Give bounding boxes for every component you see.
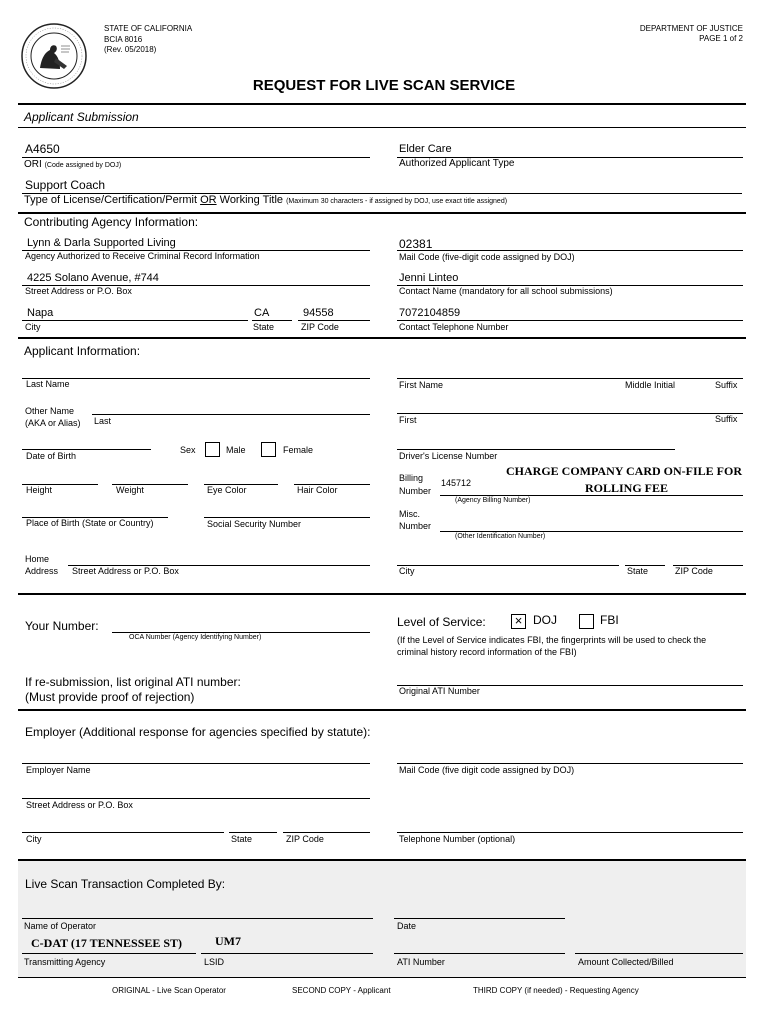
original-ati-label: Original ATI Number: [399, 686, 480, 696]
divider: [18, 212, 746, 214]
section-applicant-info: Applicant Information:: [24, 344, 141, 358]
footer-second-copy: SECOND COPY - Applicant: [292, 986, 391, 995]
misc-label-1: Misc.: [399, 509, 420, 519]
employer-zip-label: ZIP Code: [286, 834, 324, 844]
other-name-label: Other Name: [25, 406, 75, 416]
oca-line[interactable]: [112, 632, 370, 633]
ati-number-line[interactable]: [394, 953, 565, 954]
first-name-line[interactable]: [397, 378, 743, 379]
dob-label: Date of Birth: [26, 451, 77, 461]
home-city-line[interactable]: [397, 565, 619, 566]
billing-handwritten-1: CHARGE COMPANY CARD ON-FILE FOR: [506, 464, 742, 478]
employer-zip-line[interactable]: [283, 832, 370, 833]
lsid-label: LSID: [204, 957, 225, 967]
divider: [18, 103, 746, 105]
home-street-label: Street Address or P.O. Box: [72, 566, 179, 576]
date-line[interactable]: [394, 918, 565, 919]
fbi-checkbox[interactable]: [579, 614, 594, 629]
aka-last-label: Last: [94, 416, 112, 426]
department-name: DEPARTMENT OF JUSTICE: [639, 24, 743, 33]
suffix-label: Suffix: [715, 380, 738, 390]
phone-label: Contact Telephone Number: [399, 322, 509, 332]
resubmission-label-2: (Must provide proof of rejection): [25, 690, 195, 704]
misc-line[interactable]: [440, 531, 743, 532]
zip-value[interactable]: 94558: [303, 307, 334, 319]
dob-line[interactable]: [22, 449, 151, 450]
lsid-line: [201, 953, 373, 954]
divider: [18, 977, 746, 978]
state-value[interactable]: CA: [254, 307, 270, 319]
form-title: REQUEST FOR LIVE SCAN SERVICE: [252, 77, 516, 94]
eye-color-label: Eye Color: [207, 485, 247, 495]
form-revision: (Rev. 05/2018): [104, 45, 157, 54]
section-applicant-submission: Applicant Submission: [24, 110, 139, 124]
misc-note: (Other Identification Number): [455, 533, 546, 540]
home-state-label: State: [627, 566, 649, 576]
employer-mail-code-label: Mail Code (five digit code assigned by DOJ): [399, 765, 575, 775]
employer-city-line[interactable]: [22, 832, 224, 833]
transmitting-agency-line: [22, 953, 196, 954]
date-label: Date: [397, 921, 417, 931]
aka-first-line[interactable]: [397, 413, 743, 414]
employer-state-line[interactable]: [229, 832, 277, 833]
contact-label: Contact Name (mandatory for all school submissions): [399, 286, 613, 296]
aka-first-label: First: [399, 415, 417, 425]
home-label-2: Address: [25, 566, 59, 576]
contact-value[interactable]: Jenni Linteo: [399, 272, 459, 284]
doj-label: DOJ: [533, 613, 557, 627]
agency-label: Agency Authorized to Receive Criminal Record Information: [25, 251, 260, 261]
mail-code-label: Mail Code (five-digit code assigned by DOJ): [399, 252, 575, 262]
section-live-scan: Live Scan Transaction Completed By:: [25, 877, 226, 891]
height-label: Height: [26, 485, 53, 495]
page-number: PAGE 1 of 2: [699, 34, 743, 43]
last-name-line[interactable]: [22, 378, 370, 379]
billing-label-1: Billing: [399, 473, 424, 483]
phone-line: [397, 320, 743, 321]
divider: [18, 337, 746, 339]
drivers-license-line[interactable]: [397, 449, 675, 450]
billing-note: (Agency Billing Number): [455, 497, 531, 504]
operator-line[interactable]: [22, 918, 373, 919]
billing-label-2: Number: [399, 486, 432, 496]
city-label: City: [25, 322, 41, 332]
level-note-1: (If the Level of Service indicates FBI, the fingerprints will be used to check the: [397, 635, 707, 645]
form-id: BCIA 8016: [104, 35, 143, 44]
level-note-2: criminal history record information of the FBI): [397, 647, 577, 657]
employer-phone-line[interactable]: [397, 832, 743, 833]
divider: [18, 593, 746, 595]
aka-suffix-label: Suffix: [715, 414, 738, 424]
license-label: Type of License/Certification/Permit OR Working Title (Maximum 30 characters - if assigned by DOJ, use exact title assigned): [24, 194, 508, 206]
ori-value[interactable]: A4650: [25, 142, 60, 156]
amount-line[interactable]: [575, 953, 743, 954]
last-name-label: Last Name: [26, 379, 70, 389]
ssn-label: Social Security Number: [207, 519, 302, 529]
middle-initial-label: Middle Initial: [625, 380, 676, 390]
weight-label: Weight: [116, 485, 144, 495]
state-name: STATE OF CALIFORNIA: [104, 24, 193, 33]
billing-handwritten-2: ROLLING FEE: [585, 481, 669, 495]
resubmission-label-1: If re-submission, list original ATI number:: [25, 675, 241, 689]
city-line: [22, 320, 248, 321]
ati-number-label: ATI Number: [397, 957, 445, 967]
employer-state-label: State: [231, 834, 253, 844]
aka-label: (AKA or Alias): [25, 418, 81, 428]
female-label: Female: [283, 445, 314, 455]
street-value[interactable]: 4225 Solano Avenue, #744: [27, 272, 159, 284]
employer-phone-label: Telephone Number (optional): [399, 834, 516, 844]
employer-mail-code-line[interactable]: [397, 763, 743, 764]
city-value[interactable]: Napa: [27, 307, 54, 319]
fbi-label: FBI: [600, 613, 619, 627]
male-checkbox[interactable]: [205, 442, 220, 457]
ssn-line[interactable]: [204, 517, 370, 518]
employer-city-label: City: [26, 834, 42, 844]
mail-code-value[interactable]: 02381: [399, 237, 433, 251]
applicant-type-label: Authorized Applicant Type: [399, 158, 515, 169]
street-label: Street Address or P.O. Box: [25, 286, 132, 296]
mail-code-line: [397, 250, 743, 251]
male-label: Male: [226, 445, 246, 455]
first-name-label: First Name: [399, 380, 444, 390]
pob-label: Place of Birth (State or Country): [26, 518, 154, 528]
divider: [18, 127, 746, 128]
ori-label: ORI (Code assigned by DOJ): [24, 159, 122, 170]
home-city-label: City: [399, 566, 415, 576]
section-contributing-agency: Contributing Agency Information:: [24, 215, 199, 229]
footer-original: ORIGINAL - Live Scan Operator: [112, 986, 226, 995]
hair-color-label: Hair Color: [297, 485, 338, 495]
employer-street-label: Street Address or P.O. Box: [26, 800, 133, 810]
operator-label: Name of Operator: [24, 921, 97, 931]
license-value[interactable]: Support Coach: [25, 178, 106, 192]
employer-street-line[interactable]: [22, 798, 370, 799]
sex-label: Sex: [180, 445, 196, 455]
applicant-type-value[interactable]: Elder Care: [399, 143, 452, 155]
drivers-license-label: Driver's License Number: [399, 451, 498, 461]
amount-label: Amount Collected/Billed: [578, 957, 674, 967]
phone-value[interactable]: 7072104859: [399, 307, 461, 319]
agency-value[interactable]: Lynn & Darla Supported Living: [27, 237, 176, 249]
misc-label-2: Number: [399, 521, 432, 531]
home-label-1: Home: [25, 554, 50, 564]
billing-value[interactable]: 145712: [441, 478, 472, 488]
lsid-value[interactable]: UM7: [215, 934, 241, 948]
section-employer: Employer (Additional response for agencies specified by statute):: [25, 725, 371, 739]
aka-last-line[interactable]: [92, 414, 370, 415]
level-of-service-label: Level of Service:: [397, 615, 486, 629]
female-checkbox[interactable]: [261, 442, 276, 457]
divider: [18, 709, 746, 711]
doj-checkbox[interactable]: ×: [511, 614, 526, 629]
employer-name-line[interactable]: [22, 763, 370, 764]
oca-note: OCA Number (Agency Identifying Number): [129, 634, 262, 641]
your-number-label: Your Number:: [25, 619, 99, 633]
state-label: State: [253, 322, 275, 332]
employer-name-label: Employer Name: [26, 765, 91, 775]
footer-third-copy: THIRD COPY (if needed) - Requesting Agency: [473, 986, 639, 995]
state-line: [252, 320, 292, 321]
transmitting-agency-value[interactable]: C-DAT (17 TENNESSEE ST): [31, 936, 183, 950]
zip-line: [298, 320, 370, 321]
home-zip-label: ZIP Code: [675, 566, 713, 576]
zip-label: ZIP Code: [301, 322, 339, 332]
ori-line: [22, 157, 370, 158]
transmitting-agency-label: Transmitting Agency: [24, 957, 106, 967]
